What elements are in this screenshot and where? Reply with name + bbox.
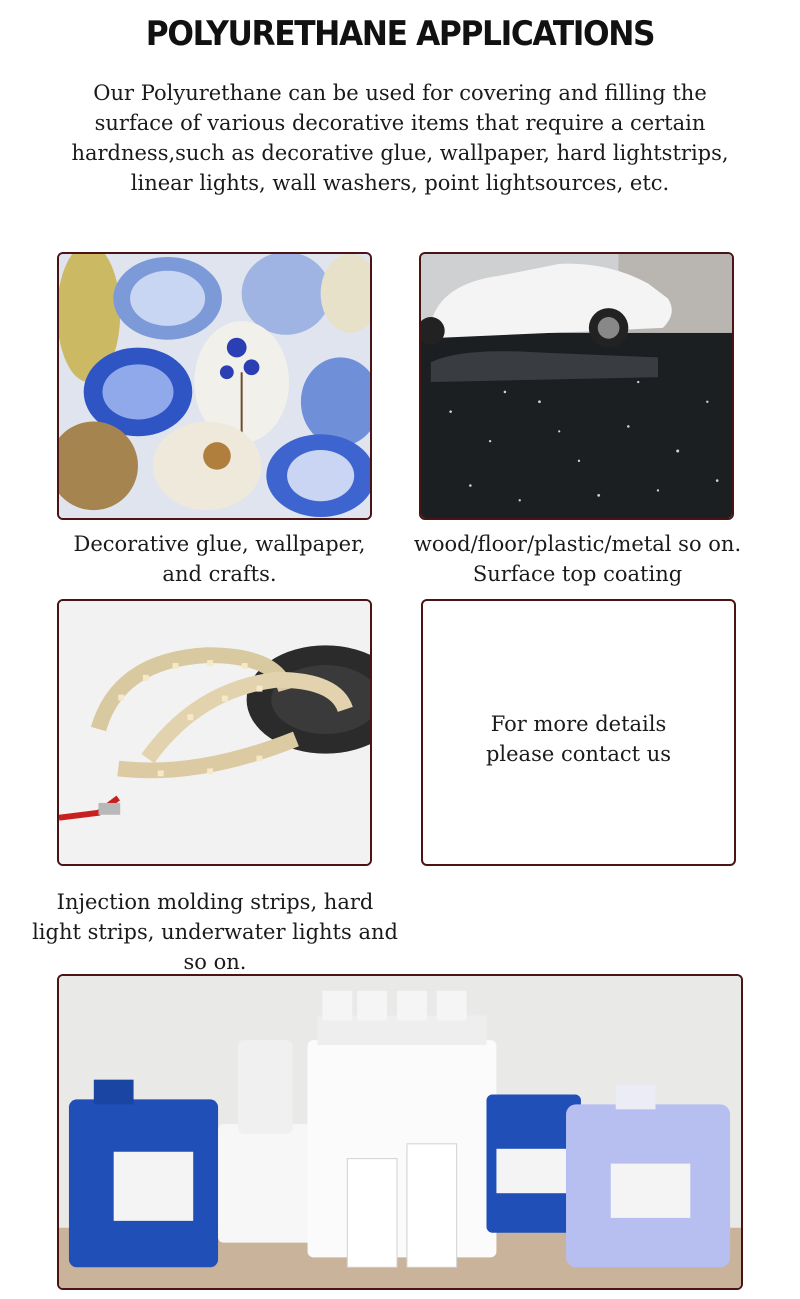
decorative-resin-image [57,252,372,520]
products-photo [59,976,741,1288]
caption-injection: Injection molding strips, hard light strips, underwater lights and so on. [32,890,398,974]
products-image [57,974,743,1290]
caption-surface-line1: wood/floor/plastic/metal so on. [413,532,742,556]
intro-text: Our Polyurethane can be used for covering and filling the surface of various decorative items that require a certain hardness,such as decorative glue, wallpaper, hard lightstrips, linear lights, wall washers, point lightsources, etc. [71,81,729,195]
contact-text [423,709,734,769]
caption-decorative: Decorative glue, wallpaper, and crafts. [73,532,366,586]
led-strip-image [57,599,372,866]
caption-surface-line2: Surface top coating [472,562,683,586]
led-strip-photo [59,601,370,864]
contact-line1: For more details [490,712,667,736]
contact-line2: please contact us [485,742,672,766]
floor-coating-photo [421,254,732,518]
page-title: POLYURETHANE APPLICATIONS [145,14,655,54]
decorative-resin-photo [59,254,370,518]
floor-coating-image [419,252,734,520]
contact-box[interactable] [421,599,736,866]
